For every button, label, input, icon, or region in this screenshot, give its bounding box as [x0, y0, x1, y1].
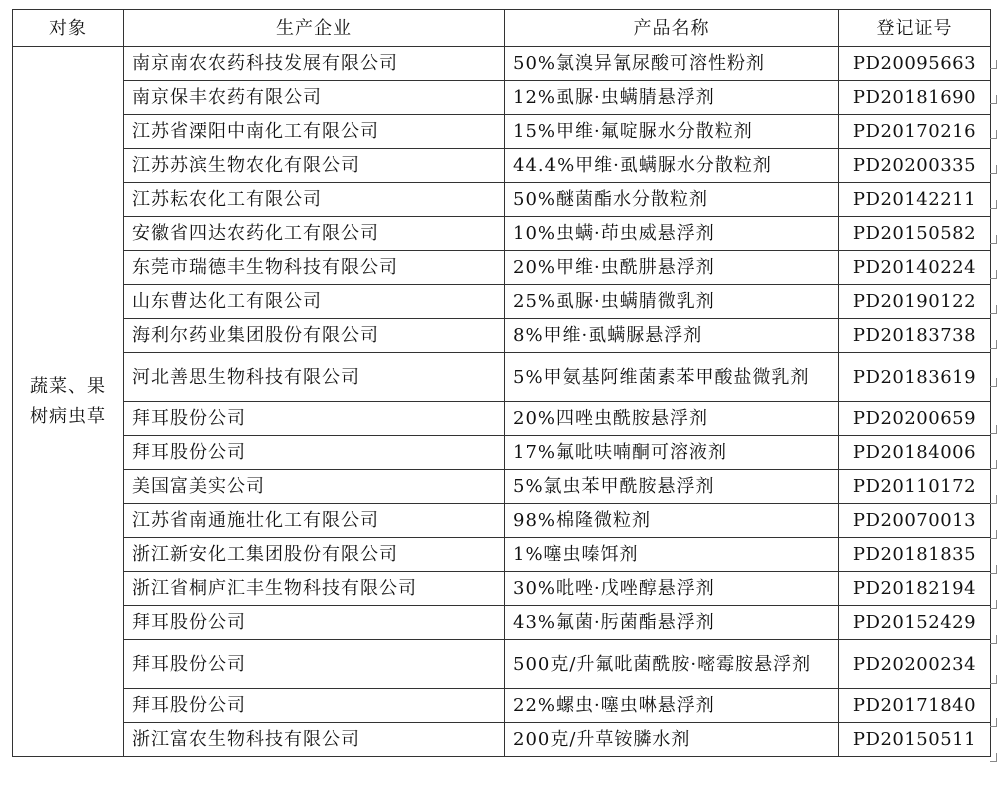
company-cell: 拜耳股份公司 — [124, 689, 505, 723]
product-cell: 12%虱脲·虫螨腈悬浮剂 — [505, 81, 839, 115]
code-cell: PD20142211 — [839, 183, 991, 217]
code-cell: PD20171840 — [839, 689, 991, 723]
product-cell: 1%噻虫嗪饵剂 — [505, 538, 839, 572]
code-cell: PD20200234 — [839, 640, 991, 689]
table-row — [13, 285, 991, 319]
header-subject: 对象 — [13, 10, 124, 47]
product-cell: 22%螺虫·噻虫啉悬浮剂 — [505, 689, 839, 723]
company-cell: 安徽省四达农药化工有限公司 — [124, 217, 505, 251]
table-row — [13, 353, 991, 402]
paragraph-mark — [990, 718, 997, 727]
company-cell: 南京保丰农药有限公司 — [124, 81, 505, 115]
paragraph-mark — [990, 235, 997, 244]
table-row — [13, 470, 991, 504]
product-cell: 98%棉隆微粒剂 — [505, 504, 839, 538]
company-cell: 江苏苏滨生物农化有限公司 — [124, 149, 505, 183]
table-row — [13, 183, 991, 217]
subject-cell: 蔬菜、果树病虫草 — [13, 47, 124, 757]
product-cell: 500克/升氟吡菌酰胺·嘧霉胺悬浮剂 — [505, 640, 839, 689]
company-cell: 山东曹达化工有限公司 — [124, 285, 505, 319]
company-cell: 浙江富农生物科技有限公司 — [124, 723, 505, 757]
company-cell: 江苏耘农化工有限公司 — [124, 183, 505, 217]
product-cell: 5%氯虫苯甲酰胺悬浮剂 — [505, 470, 839, 504]
paragraph-mark — [990, 270, 997, 279]
product-cell: 25%虱脲·虫螨腈微乳剂 — [505, 285, 839, 319]
header-product: 产品名称 — [505, 10, 839, 47]
company-cell: 东莞市瑞德丰生物科技有限公司 — [124, 251, 505, 285]
code-cell: PD20150582 — [839, 217, 991, 251]
code-cell: PD20182194 — [839, 572, 991, 606]
product-cell: 50%氯溴异氰尿酸可溶性粉剂 — [505, 47, 839, 81]
company-cell: 江苏省南通施壮化工有限公司 — [124, 504, 505, 538]
code-cell: PD20181690 — [839, 81, 991, 115]
company-cell: 浙江省桐庐汇丰生物科技有限公司 — [124, 572, 505, 606]
code-cell: PD20181835 — [839, 538, 991, 572]
table-row — [13, 436, 991, 470]
product-cell: 10%虫螨·茚虫威悬浮剂 — [505, 217, 839, 251]
company-cell: 拜耳股份公司 — [124, 606, 505, 640]
table-row — [13, 81, 991, 115]
table-row — [13, 538, 991, 572]
table-row — [13, 640, 991, 689]
code-cell: PD20170216 — [839, 115, 991, 149]
company-cell: 拜耳股份公司 — [124, 436, 505, 470]
header-company: 生产企业 — [124, 10, 505, 47]
product-cell: 15%甲维·氟啶脲水分散粒剂 — [505, 115, 839, 149]
header-row — [13, 10, 991, 47]
table-row — [13, 149, 991, 183]
table-row — [13, 251, 991, 285]
code-cell: PD20140224 — [839, 251, 991, 285]
paragraph-mark — [990, 95, 997, 104]
code-cell: PD20095663 — [839, 47, 991, 81]
paragraph-mark — [990, 425, 997, 434]
paragraph-mark — [990, 305, 997, 314]
paragraph-mark — [990, 600, 997, 609]
company-cell: 美国富美实公司 — [124, 470, 505, 504]
code-cell: PD20184006 — [839, 436, 991, 470]
paragraph-mark — [990, 530, 997, 539]
product-cell: 20%甲维·虫酰肼悬浮剂 — [505, 251, 839, 285]
paragraph-mark — [990, 165, 997, 174]
paragraph-mark — [990, 635, 997, 644]
paragraph-mark — [990, 495, 997, 504]
table-row — [13, 572, 991, 606]
product-cell: 43%氟菌·肟菌酯悬浮剂 — [505, 606, 839, 640]
paragraph-mark — [990, 378, 997, 387]
table-row — [13, 723, 991, 757]
table-row — [13, 47, 991, 81]
product-cell: 200克/升草铵膦水剂 — [505, 723, 839, 757]
table-row — [13, 402, 991, 436]
paragraph-mark — [990, 565, 997, 574]
code-cell: PD20183738 — [839, 319, 991, 353]
paragraph-mark — [990, 200, 997, 209]
table-row — [13, 504, 991, 538]
table-row — [13, 689, 991, 723]
product-cell: 50%醚菌酯水分散粒剂 — [505, 183, 839, 217]
table-row — [13, 319, 991, 353]
registration-table — [12, 9, 991, 757]
product-cell: 30%吡唑·戊唑醇悬浮剂 — [505, 572, 839, 606]
paragraph-mark — [990, 60, 997, 69]
paragraph-mark — [990, 340, 997, 349]
code-cell: PD20110172 — [839, 470, 991, 504]
company-cell: 拜耳股份公司 — [124, 640, 505, 689]
product-cell: 8%甲维·虱螨脲悬浮剂 — [505, 319, 839, 353]
company-cell: 浙江新安化工集团股份有限公司 — [124, 538, 505, 572]
header-code: 登记证号 — [839, 10, 991, 47]
table-row — [13, 606, 991, 640]
code-cell: PD20200335 — [839, 149, 991, 183]
code-cell: PD20150511 — [839, 723, 991, 757]
company-cell: 江苏省溧阳中南化工有限公司 — [124, 115, 505, 149]
product-cell: 44.4%甲维·虱螨脲水分散粒剂 — [505, 149, 839, 183]
code-cell: PD20183619 — [839, 353, 991, 402]
paragraph-mark — [990, 130, 997, 139]
table-row — [13, 217, 991, 251]
code-cell: PD20070013 — [839, 504, 991, 538]
product-cell: 17%氟吡呋喃酮可溶液剂 — [505, 436, 839, 470]
table-row — [13, 115, 991, 149]
paragraph-mark — [990, 753, 997, 762]
company-cell: 南京南农农药科技发展有限公司 — [124, 47, 505, 81]
paragraph-mark — [990, 675, 997, 684]
product-cell: 5%甲氨基阿维菌素苯甲酸盐微乳剂 — [505, 353, 839, 402]
paragraph-mark — [990, 460, 997, 469]
code-cell: PD20190122 — [839, 285, 991, 319]
code-cell: PD20152429 — [839, 606, 991, 640]
code-cell: PD20200659 — [839, 402, 991, 436]
company-cell: 海利尔药业集团股份有限公司 — [124, 319, 505, 353]
company-cell: 拜耳股份公司 — [124, 402, 505, 436]
company-cell: 河北善思生物科技有限公司 — [124, 353, 505, 402]
product-cell: 20%四唑虫酰胺悬浮剂 — [505, 402, 839, 436]
